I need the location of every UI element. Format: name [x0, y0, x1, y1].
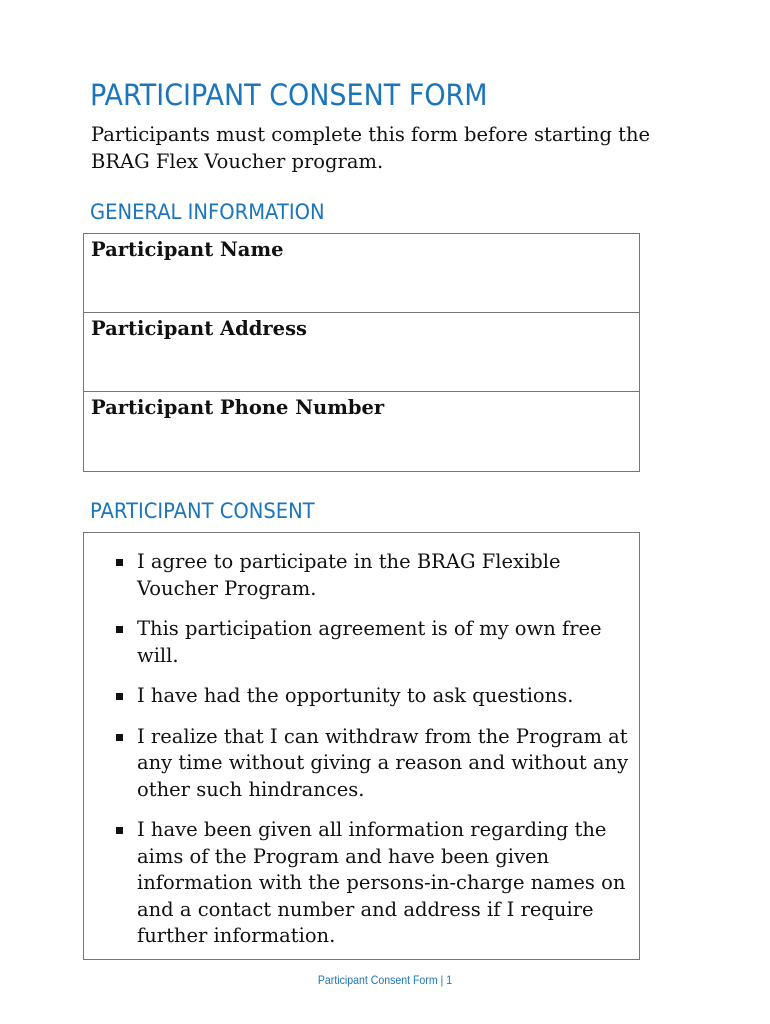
participant-consent-box	[83, 532, 640, 960]
form-title: PARTICIPANT CONSENT FORM	[90, 78, 488, 112]
consent-list	[94, 549, 629, 950]
participant-address-label: Participant Address	[91, 317, 308, 340]
participant-name-field[interactable]	[84, 234, 639, 313]
square-bullet-icon	[116, 734, 123, 741]
participant-consent-heading: PARTICIPANT CONSENT	[90, 499, 315, 523]
square-bullet-icon	[116, 626, 123, 633]
intro-text: Participants must complete this form before starting the BRAG Flex Voucher program.	[91, 123, 651, 173]
consent-item-text: I have had the opportunity to ask questions.	[137, 684, 574, 707]
page-footer: Participant Consent Form | 1	[317, 973, 453, 987]
list-item	[94, 817, 629, 950]
list-item	[94, 616, 629, 669]
consent-item-text: I agree to participate in the BRAG Flexible Voucher Program.	[137, 550, 561, 600]
list-item	[94, 683, 629, 710]
consent-item-text: I have been given all information regarding the aims of the Program and have been given information with the persons-in-charge names on and a contact number and address if I require further information.	[137, 818, 626, 947]
square-bullet-icon	[116, 559, 123, 566]
consent-item-text: This participation agreement is of my own free will.	[137, 617, 602, 667]
square-bullet-icon	[116, 693, 123, 700]
square-bullet-icon	[116, 827, 123, 834]
participant-name-label: Participant Name	[91, 238, 284, 261]
participant-address-field[interactable]	[84, 313, 639, 392]
participant-phone-label: Participant Phone Number	[91, 396, 385, 419]
participant-phone-field[interactable]	[84, 392, 639, 471]
consent-item-text: I realize that I can withdraw from the Program at any time without giving a reason and without any other such hindrances.	[137, 724, 629, 801]
list-item	[94, 549, 629, 602]
list-item	[94, 724, 629, 804]
general-information-table	[83, 233, 640, 472]
general-information-heading: GENERAL INFORMATION	[90, 200, 325, 224]
